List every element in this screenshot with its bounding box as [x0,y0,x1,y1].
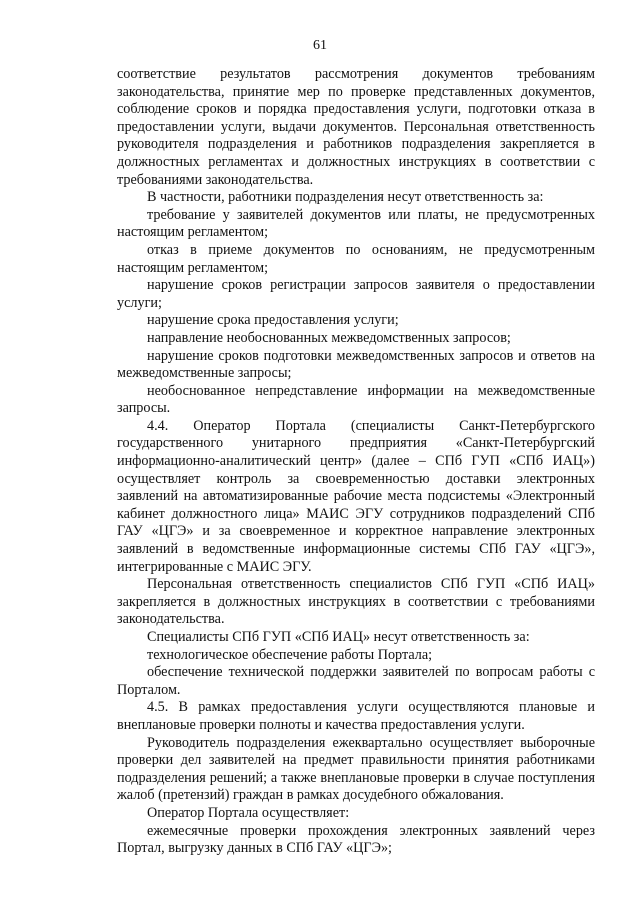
list-item: ежемесячные проверки прохождения электронных заявлений через Портал, выгрузку данных в СПб ГАУ «ЦГЭ»; [117,822,595,857]
list-item: требование у заявителей документов или платы, не предусмотренных настоящим регламентом; [117,206,595,241]
paragraph: Руководитель подразделения ежеквартально осуществляет выборочные проверки дел заявителей на предмет правильности принятия работниками подразделения решений; а также внеплановые проверки в случае поступления жалоб (претензий) граждан в рамках досудебного обжалования. [117,734,595,804]
page-number: 61 [313,38,327,53]
paragraph: Персональная ответственность специалистов СПб ГУП «СПб ИАЦ» закрепляется в должностных инструкциях в соответствии с требованиями законодательства. [117,576,595,628]
list-item: обеспечение технической поддержки заявителей по вопросам работы с Порталом. [117,664,595,698]
document-body [117,66,595,858]
list-item: нарушение сроков подготовки межведомственных запросов и ответов на межведомственные запросы; [117,347,595,382]
paragraph: В частности, работники подразделения несут ответственность за: [147,189,544,206]
paragraph: соответствие результатов рассмотрения документов требованиям законодательства, принятие мер по проверке представленных документов, соблюдение сроков и порядка предоставления услуги, подготовки отказа в предоставлении услуги, выдачи документов. Персональная ответственность руководителя подразделения и работников подразделения закрепляется в должностных регламентах и должностных инструкциях в соответствии с требованиями законодательства. [117,66,595,188]
section-4-4: 4.4. Оператор Портала (специалисты Санкт-Петербургского государственного унитарного предприятия «Санкт-Петербургский информационно-аналитический центр» (далее – СПб ГУП «СПб ИАЦ») осуществляет контроль за своевременностью доставки электронных заявлений на автоматизированные рабочие места подсистемы «Электронный кабинет должностного лица» МАИС ЭГУ сотрудников подразделений СПб ГАУ «ЦГЭ» и за своевременное и корректное направление электронных заявлений в ведомственные информационные системы СПб ГАУ «ЦГЭ», интегрированные с МАИС ЭГУ. [117,417,595,575]
list-item: отказ в приеме документов по основаниям, не предусмотренным настоящим регламентом; [117,241,595,276]
paragraph: Оператор Портала осуществляет: [147,804,350,821]
section-4-5: 4.5. В рамках предоставления услуги осуществляются плановые и внеплановые проверки полноты и качества предоставления услуги. [117,699,595,733]
list-item: нарушение сроков регистрации запросов заявителя о предоставлении услуги; [117,277,595,311]
list-item: нарушение срока предоставления услуги; [147,312,399,329]
list-item: необоснованное непредставление информации на межведомственные запросы. [117,382,595,417]
list-item: технологическое обеспечение работы Портала; [147,646,433,663]
paragraph: Специалисты СПб ГУП «СПб ИАЦ» несут ответственность за: [147,629,530,645]
list-item: направление необоснованных межведомственных запросов; [147,329,511,346]
